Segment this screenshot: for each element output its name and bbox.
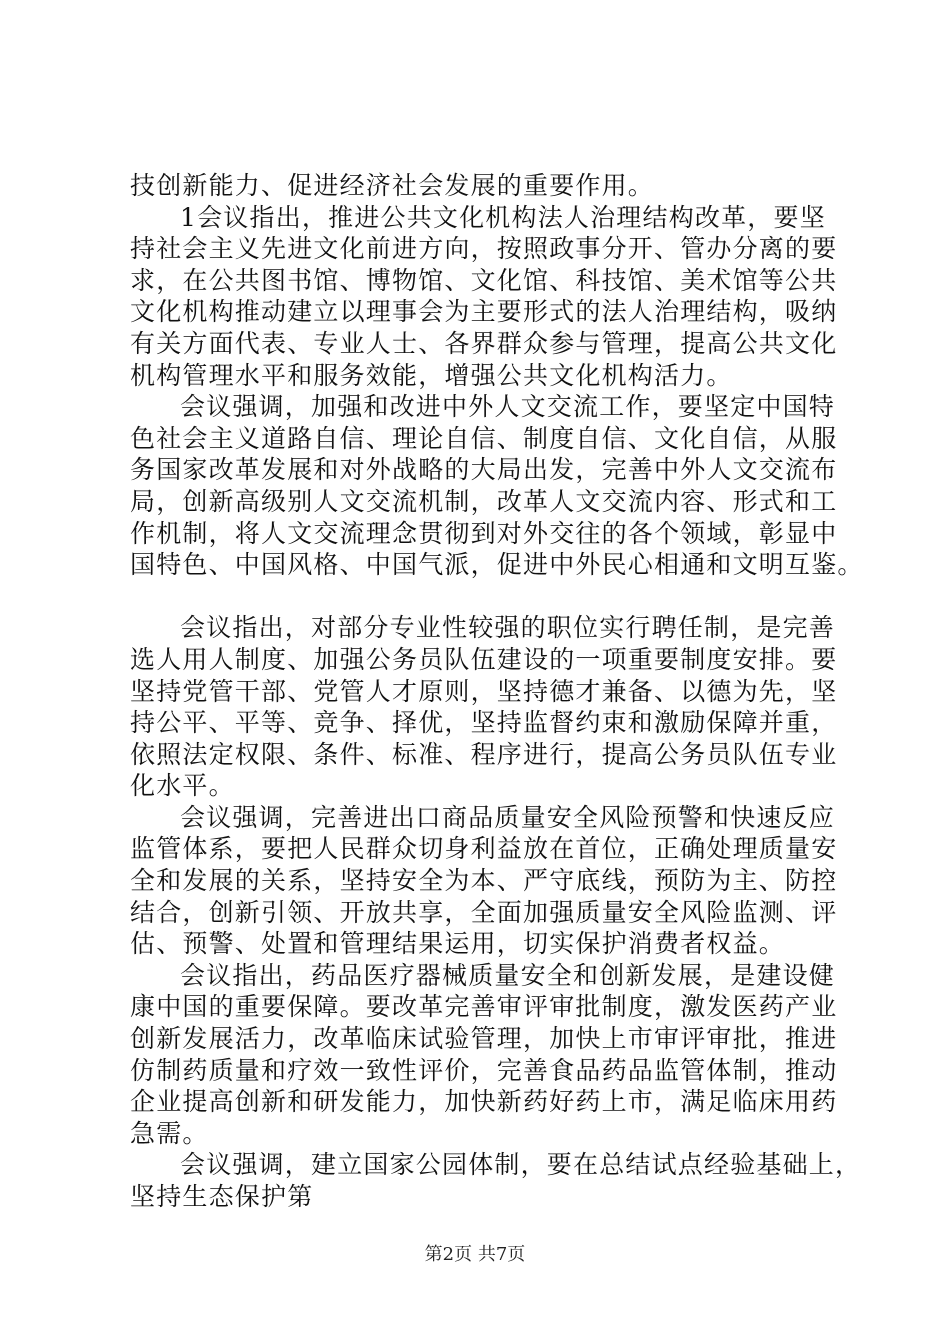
text-line: 有关方面代表、专业人士、各界群众参与管理，提高公共文化 [130,328,838,358]
text-line: 机构管理水平和服务效能，增强公共文化机构活力。 [130,360,733,390]
text-line: 全和发展的关系，坚持安全为本、严守底线，预防为主、防控 [130,866,838,896]
text-line: 求，在公共图书馆、博物馆、文化馆、科技馆、美术馆等公共 [130,265,838,295]
text-line: 1会议指出，推进公共文化机构法人治理结构改革，要坚 [180,202,826,232]
text-line: 创新发展活力，改革临床试验管理，加快上市审评审批，推进 [130,1024,838,1054]
text-line: 依照法定权限、条件、标准、程序进行，提高公务员队伍专业 [130,739,838,769]
text-line: 持社会主义先进文化前进方向，按照政事分开、管办分离的要 [130,234,838,264]
text-line: 坚持生态保护第 [130,1182,314,1211]
paragraph-gap [130,581,850,613]
page-number-footer: 第2页 共7页 [424,1244,526,1265]
text-line: 持公平、平等、竞争、择优，坚持监督约束和激励保障并重， [130,708,838,738]
text-line: 局，创新高级别人文交流机制，改革人文交流内容、形式和工 [130,486,838,516]
text-line: 色社会主义道路自信、理论自信、制度自信、文化自信，从服 [130,423,838,453]
text-line: 会议强调，建立国家公园体制，要在总结试点经验基础上， [180,1150,862,1180]
text-line: 务国家改革发展和对外战略的大局出发，完善中外人文交流布 [130,455,838,485]
text-line: 急需。 [130,1118,209,1148]
text-line: 会议强调，加强和改进中外人文交流工作，要坚定中国特 [180,392,836,422]
text-line: 监管体系，要把人民群众切身利益放在首位，正确处理质量安 [130,834,838,864]
text-line: 会议指出，对部分专业性较强的职位实行聘任制，是完善 [180,613,836,643]
text-line: 国特色、中国风格、中国气派，促进中外民心相通和文明互鉴。 [130,550,864,580]
text-line: 文化机构推动建立以理事会为主要形式的法人治理结构，吸纳 [130,297,838,327]
text-line: 技创新能力、促进经济社会发展的重要作用。 [130,171,655,200]
text-line: 坚持党管干部、党管人才原则，坚持德才兼备、以德为先，坚 [130,676,838,706]
text-line: 作机制，将人文交流理念贯彻到对外交往的各个领域，彰显中 [130,518,838,548]
text-line: 会议指出，药品医疗器械质量安全和创新发展，是建设健 [180,960,836,990]
text-line: 化水平。 [130,771,235,801]
text-line: 会议强调，完善进出口商品质量安全风险预警和快速反应 [180,802,836,832]
text-line: 康中国的重要保障。要改革完善审评审批制度，激发医药产业 [130,992,838,1022]
text-line: 结合，创新引领、开放共享，全面加强质量安全风险监测、评 [130,897,838,927]
text-line: 仿制药质量和疗效一致性评价，完善食品药品监管体制，推动 [130,1055,838,1085]
text-line: 估、预警、处置和管理结果运用，切实保护消费者权益。 [130,929,786,959]
text-line: 企业提高创新和研发能力，加快新药好药上市，满足临床用药 [130,1087,838,1117]
document-body [130,170,864,1213]
text-line: 选人用人制度、加强公务员队伍建设的一项重要制度安排。要 [130,644,838,674]
